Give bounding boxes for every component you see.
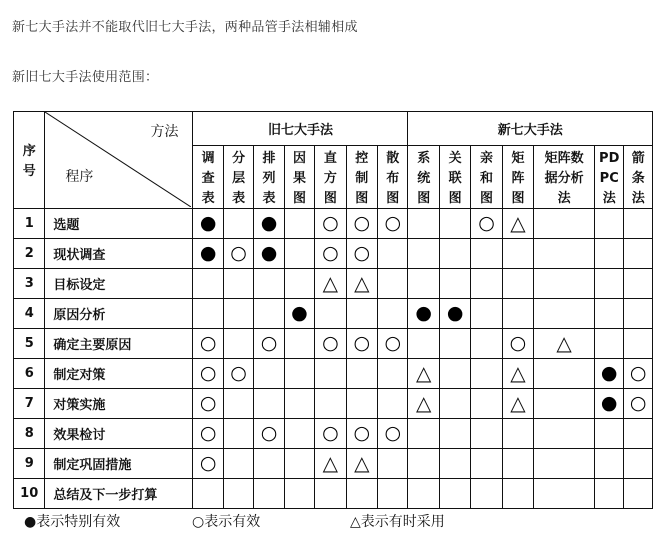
mark-cell — [254, 329, 284, 359]
mark-cell — [346, 389, 377, 419]
old-tool-header: 排 列 表 — [254, 146, 284, 209]
mark-cell — [624, 479, 653, 509]
old-tool-header: 直 方 图 — [315, 146, 346, 209]
mark-cell — [439, 269, 470, 299]
open-circle-mark: ○ — [478, 212, 495, 234]
legend-open-circle: ○表示有效 — [192, 514, 261, 530]
mark-cell — [346, 209, 377, 239]
mark-cell — [223, 239, 253, 269]
mark-cell — [534, 329, 595, 359]
mark-cell — [378, 299, 408, 329]
mark-cell — [315, 389, 346, 419]
mark-cell — [439, 479, 470, 509]
row-number: 1 — [14, 209, 45, 239]
mark-cell — [624, 449, 653, 479]
mark-cell — [193, 299, 223, 329]
mark-cell — [223, 329, 253, 359]
open-circle-mark: ○ — [353, 212, 371, 234]
filled-circle-mark: ● — [600, 362, 618, 384]
procedure-step: 对策实施 — [45, 389, 193, 419]
procedure-step: 现状调查 — [45, 239, 193, 269]
mark-cell — [315, 209, 346, 239]
mark-cell — [534, 419, 595, 449]
mark-cell — [471, 389, 502, 419]
mark-cell — [439, 299, 470, 329]
mark-cell — [315, 299, 346, 329]
open-circle-mark: ○ — [199, 452, 217, 474]
mark-cell — [284, 359, 314, 389]
mark-cell — [346, 359, 377, 389]
mark-cell — [346, 299, 377, 329]
open-circle-mark: ○ — [199, 392, 217, 414]
mark-cell — [315, 239, 346, 269]
procedure-step: 确定主要原因 — [45, 329, 193, 359]
legend-filled-circle: ●表示特别有效 — [24, 514, 121, 530]
mark-cell — [408, 449, 439, 479]
procedure-step: 制定对策 — [45, 359, 193, 389]
mark-cell — [378, 449, 408, 479]
open-circle-mark: ○ — [230, 242, 247, 264]
open-circle-mark: ○ — [199, 332, 217, 354]
triangle-mark: △ — [354, 450, 370, 475]
mark-cell — [193, 419, 223, 449]
mark-cell — [254, 239, 284, 269]
mark-cell — [471, 419, 502, 449]
mark-cell — [284, 239, 314, 269]
triangle-mark: △ — [556, 330, 572, 355]
new-tool-header: 箭 条 法 — [624, 146, 653, 209]
new-tool-header: 矩 阵 图 — [502, 146, 533, 209]
mark-cell — [595, 389, 624, 419]
mark-cell — [346, 419, 377, 449]
triangle-mark: △ — [510, 390, 526, 415]
procedure-step: 目标设定 — [45, 269, 193, 299]
mark-cell — [502, 419, 533, 449]
old-tools-group-header: 旧七大手法 — [193, 112, 408, 146]
triangle-mark: △ — [416, 390, 432, 415]
table-row — [14, 389, 653, 419]
table-row — [14, 359, 653, 389]
method-label: 方法 — [150, 124, 179, 140]
mark-cell — [408, 239, 439, 269]
open-circle-mark: ○ — [260, 422, 278, 444]
mark-cell — [254, 209, 284, 239]
usage-scope-heading: 新旧七大手法使用范围： — [12, 70, 159, 85]
filled-circle-mark: ● — [600, 392, 618, 414]
mark-cell — [502, 239, 533, 269]
mark-cell — [595, 329, 624, 359]
mark-cell — [502, 299, 533, 329]
mark-cell — [346, 329, 377, 359]
mark-cell — [471, 479, 502, 509]
old-tool-header: 控 制 图 — [346, 146, 377, 209]
mark-cell — [595, 209, 624, 239]
mark-cell — [502, 449, 533, 479]
mark-cell — [254, 479, 284, 509]
mark-cell — [408, 359, 439, 389]
mark-cell — [346, 269, 377, 299]
mark-cell — [624, 389, 653, 419]
mark-cell — [223, 299, 253, 329]
mark-cell — [439, 389, 470, 419]
mark-cell — [254, 449, 284, 479]
mark-cell — [254, 269, 284, 299]
mark-cell — [284, 419, 314, 449]
filled-circle-mark: ● — [260, 242, 278, 264]
row-number: 6 — [14, 359, 45, 389]
open-circle-mark: ○ — [629, 392, 647, 414]
mark-cell — [471, 239, 502, 269]
mark-cell — [408, 329, 439, 359]
mark-cell — [254, 389, 284, 419]
open-circle-mark: ○ — [353, 242, 371, 264]
open-circle-mark: ○ — [322, 422, 339, 444]
mark-cell — [439, 449, 470, 479]
row-number: 2 — [14, 239, 45, 269]
table-row — [14, 419, 653, 449]
mark-cell — [378, 389, 408, 419]
mark-cell — [254, 299, 284, 329]
mark-cell — [439, 209, 470, 239]
mark-cell — [471, 329, 502, 359]
mark-cell — [502, 209, 533, 239]
row-number: 4 — [14, 299, 45, 329]
mark-cell — [408, 209, 439, 239]
mark-cell — [534, 389, 595, 419]
procedure-step: 效果检讨 — [45, 419, 193, 449]
mark-cell — [624, 239, 653, 269]
mark-cell — [408, 269, 439, 299]
mark-cell — [378, 209, 408, 239]
mark-cell — [595, 419, 624, 449]
mark-cell — [193, 209, 223, 239]
mark-cell — [346, 239, 377, 269]
mark-cell — [534, 269, 595, 299]
table-row — [14, 239, 653, 269]
diagonal-header-cell — [45, 112, 193, 209]
mark-cell — [502, 389, 533, 419]
mark-cell — [471, 299, 502, 329]
mark-cell — [315, 419, 346, 449]
triangle-mark: △ — [510, 360, 526, 385]
mark-cell — [595, 359, 624, 389]
seq-header: 序 号 — [14, 112, 45, 209]
mark-cell — [534, 359, 595, 389]
mark-cell — [534, 239, 595, 269]
open-circle-mark: ○ — [509, 332, 527, 354]
old-tool-header: 调 查 表 — [193, 146, 223, 209]
row-number: 8 — [14, 419, 45, 449]
open-circle-mark: ○ — [353, 422, 371, 444]
open-circle-mark: ○ — [384, 332, 402, 354]
mark-cell — [284, 329, 314, 359]
mark-cell — [315, 449, 346, 479]
triangle-mark: △ — [510, 210, 526, 235]
mark-cell — [346, 479, 377, 509]
mark-cell — [439, 329, 470, 359]
mark-cell — [223, 209, 253, 239]
table-row — [14, 449, 653, 479]
row-number: 5 — [14, 329, 45, 359]
open-circle-mark: ○ — [230, 362, 247, 384]
mark-cell — [471, 269, 502, 299]
procedure-step: 原因分析 — [45, 299, 193, 329]
mark-cell — [193, 359, 223, 389]
qc-tools-matrix — [13, 111, 653, 509]
mark-cell — [534, 449, 595, 479]
mark-cell — [193, 239, 223, 269]
legend-triangle: △表示有时采用 — [350, 514, 445, 530]
mark-cell — [223, 389, 253, 419]
mark-cell — [284, 269, 314, 299]
mark-cell — [223, 419, 253, 449]
new-tool-header: 关 联 图 — [439, 146, 470, 209]
mark-cell — [471, 359, 502, 389]
mark-cell — [315, 329, 346, 359]
mark-cell — [378, 359, 408, 389]
mark-cell — [193, 389, 223, 419]
procedure-step: 总结及下一步打算 — [45, 479, 193, 509]
mark-cell — [502, 359, 533, 389]
mark-cell — [284, 449, 314, 479]
mark-cell — [223, 449, 253, 479]
mark-cell — [254, 419, 284, 449]
mark-cell — [502, 329, 533, 359]
mark-cell — [346, 449, 377, 479]
filled-circle-mark: ● — [260, 212, 278, 234]
mark-cell — [284, 299, 314, 329]
table-row — [14, 299, 653, 329]
mark-cell — [284, 389, 314, 419]
row-number: 7 — [14, 389, 45, 419]
triangle-mark: △ — [416, 360, 432, 385]
row-number: 3 — [14, 269, 45, 299]
open-circle-mark: ○ — [260, 332, 278, 354]
mark-cell — [624, 329, 653, 359]
open-circle-mark: ○ — [384, 422, 402, 444]
mark-cell — [223, 479, 253, 509]
old-tool-header: 因 果 图 — [284, 146, 314, 209]
mark-cell — [595, 239, 624, 269]
filled-circle-mark: ● — [291, 302, 308, 324]
mark-cell — [254, 359, 284, 389]
mark-cell — [439, 239, 470, 269]
mark-cell — [624, 269, 653, 299]
mark-cell — [378, 269, 408, 299]
mark-cell — [408, 479, 439, 509]
filled-circle-mark: ● — [446, 302, 464, 324]
procedure-step: 选题 — [45, 209, 193, 239]
mark-cell — [534, 479, 595, 509]
mark-cell — [624, 419, 653, 449]
intro-text: 新七大手法并不能取代旧七大手法，两种品管手法相辅相成 — [12, 20, 358, 35]
mark-cell — [595, 479, 624, 509]
procedure-step: 制定巩固措施 — [45, 449, 193, 479]
mark-cell — [624, 299, 653, 329]
mark-cell — [315, 269, 346, 299]
table-row — [14, 269, 653, 299]
mark-cell — [315, 479, 346, 509]
mark-cell — [471, 449, 502, 479]
filled-circle-mark: ● — [199, 242, 217, 264]
new-tool-header: 系 统 图 — [408, 146, 439, 209]
mark-cell — [378, 239, 408, 269]
open-circle-mark: ○ — [199, 422, 217, 444]
open-circle-mark: ○ — [629, 362, 647, 384]
open-circle-mark: ○ — [322, 212, 339, 234]
triangle-mark: △ — [354, 270, 370, 295]
procedure-label: 程序 — [65, 169, 94, 185]
mark-cell — [595, 299, 624, 329]
mark-cell — [315, 359, 346, 389]
open-circle-mark: ○ — [322, 242, 339, 264]
new-tool-header: PD PC 法 — [595, 146, 624, 209]
old-tool-header: 分 层 表 — [223, 146, 253, 209]
mark-cell — [471, 209, 502, 239]
mark-cell — [223, 269, 253, 299]
open-circle-mark: ○ — [353, 332, 371, 354]
triangle-mark: △ — [322, 450, 339, 475]
triangle-mark: △ — [322, 270, 339, 295]
mark-cell — [408, 299, 439, 329]
mark-cell — [193, 269, 223, 299]
mark-cell — [284, 209, 314, 239]
open-circle-mark: ○ — [384, 212, 402, 234]
mark-cell — [378, 419, 408, 449]
filled-circle-mark: ● — [415, 302, 432, 324]
mark-cell — [624, 209, 653, 239]
mark-cell — [439, 359, 470, 389]
mark-cell — [284, 479, 314, 509]
mark-cell — [502, 479, 533, 509]
mark-cell — [193, 329, 223, 359]
mark-cell — [534, 299, 595, 329]
mark-cell — [595, 269, 624, 299]
mark-cell — [408, 389, 439, 419]
mark-cell — [595, 449, 624, 479]
mark-cell — [439, 419, 470, 449]
mark-cell — [378, 329, 408, 359]
open-circle-mark: ○ — [199, 362, 217, 384]
mark-cell — [624, 359, 653, 389]
open-circle-mark: ○ — [322, 332, 339, 354]
mark-cell — [193, 479, 223, 509]
mark-cell — [378, 479, 408, 509]
new-tool-header: 亲 和 图 — [471, 146, 502, 209]
table-row — [14, 479, 653, 509]
mark-cell — [408, 419, 439, 449]
row-number: 10 — [14, 479, 45, 509]
table-row — [14, 329, 653, 359]
filled-circle-mark: ● — [199, 212, 217, 234]
mark-cell — [223, 359, 253, 389]
mark-cell — [534, 209, 595, 239]
new-tool-header: 矩阵数 据分析 法 — [534, 146, 595, 209]
old-tool-header: 散 布 图 — [378, 146, 408, 209]
mark-cell — [193, 449, 223, 479]
table-row — [14, 209, 653, 239]
row-number: 9 — [14, 449, 45, 479]
mark-cell — [502, 269, 533, 299]
new-tools-group-header: 新七大手法 — [408, 112, 653, 146]
